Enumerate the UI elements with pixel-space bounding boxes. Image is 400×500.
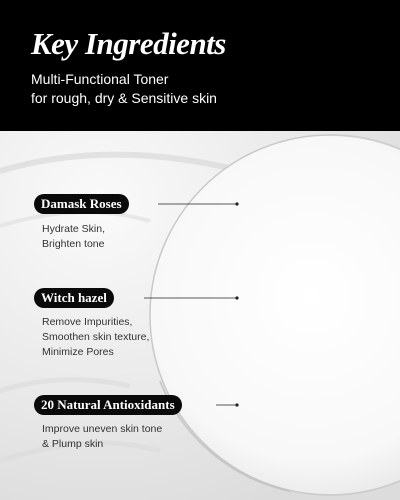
leader-dot-damask (235, 202, 238, 205)
desc-line: & Plump skin (42, 438, 104, 450)
subtitle-line-1: Multi-Functional Toner (31, 71, 169, 87)
page-title: Key Ingredients (31, 26, 226, 61)
desc-line: Remove Impurities, (42, 316, 133, 328)
desc-line: Hydrate Skin, (42, 223, 106, 235)
leader-dot-antioxidants (235, 403, 238, 406)
desc-line: Brighten tone (42, 238, 105, 250)
leader-dot-witch-hazel (235, 296, 238, 299)
ingredient-name-pill: Witch hazel (34, 288, 114, 308)
ingredient-desc-natural-antioxidants (42, 422, 162, 452)
ingredient-desc-witch-hazel (42, 315, 149, 360)
ingredient-witch-hazel (34, 288, 114, 308)
desc-line: Improve uneven skin tone (42, 423, 163, 435)
ingredient-name-pill: 20 Natural Antioxidants (34, 395, 182, 415)
ingredient-desc-damask-roses (42, 222, 105, 252)
ingredient-natural-antioxidants (34, 395, 182, 415)
ingredient-damask-roses (34, 194, 129, 214)
desc-line: Minimize Pores (42, 346, 114, 358)
subtitle-line-2: for rough, dry & Sensitive skin (31, 90, 217, 106)
ingredient-name-pill: Damask Roses (34, 194, 129, 214)
desc-line: Smoothen skin texture, (42, 331, 150, 343)
